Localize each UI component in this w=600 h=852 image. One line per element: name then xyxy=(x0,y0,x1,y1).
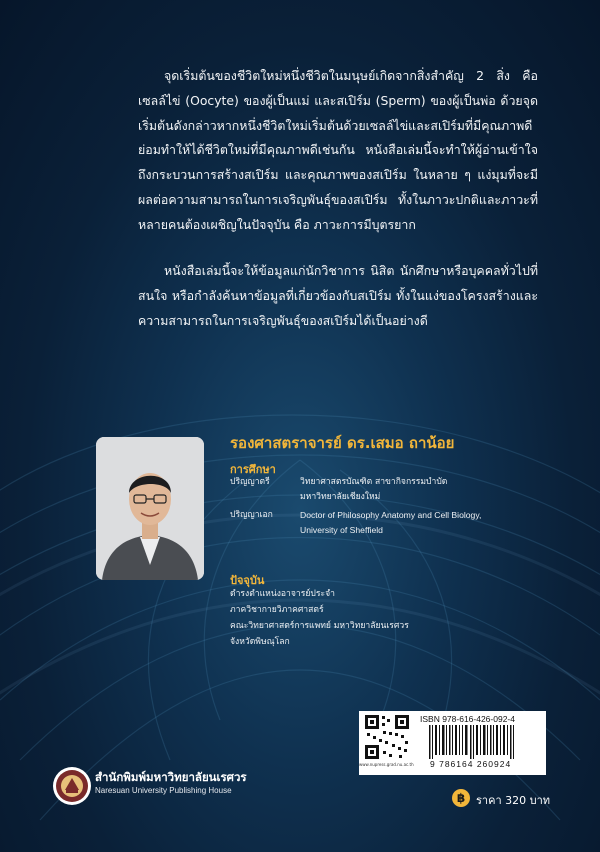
baht-icon: ฿ xyxy=(452,789,470,807)
current-heading: ปัจจุบัน xyxy=(230,574,265,587)
publisher-url: www.nupress.grad.nu.ac.th xyxy=(359,762,414,767)
education-detail-bachelor-1: วิทยาศาสตรบัณฑิต สาขากิจกรรมบำบัด xyxy=(300,477,448,487)
barcode-number: 9 786164 260924 xyxy=(430,759,512,769)
education-degree-doctorate: ปริญญาเอก xyxy=(230,510,273,520)
education-detail-doctorate-2: University of Sheffield xyxy=(300,525,383,535)
current-line-4: จังหวัดพิษณุโลก xyxy=(230,637,290,647)
description-paragraph-1: จุดเริ่มต้นของชีวิตใหม่หนึ่งชีวิตในมนุษย์เกิดจากสิ่งสำคัญ 2 สิ่ง คือ เซลล์ไข่ (Oocyte) ของผู้เป็นแม่ และสเปิร์ม (Sperm) ของผู้เป็นพ่อ ด้วยจุดเริ่มต้นดังกล่าวหากหนึ่งชีวิตใหม่เริ่มต้นด้วยเซลล์ไข่และสเปิร์มที่มีคุณภาพดี ย่อมทำให้ได้ชีวิตใหม่ที่มีคุณภาพดีเช่นกัน หนังสือเล่มนี้จะทำให้ผู้อ่านเข้าใจถึงกระบวนการสร้างสเปิร์ม และคุณภาพของสเปิร์ม ในหลาย ๆ แง่มุมที่จะมีผลต่อความสามารถในการเจริญพันธุ์ของสเปิร์ม ทั้งในภาวะปกติและภาวะที่หลายคนต้องเผชิญในปัจจุบัน คือ ภาวะการมีบุตรยาก xyxy=(138,68,538,232)
current-line-2: ภาควิชากายวิภาคศาสตร์ xyxy=(230,605,324,615)
university-logo-icon xyxy=(52,766,92,806)
isbn-label: ISBN 978-616-426-092-4 xyxy=(420,714,515,724)
author-name: รองศาสตราจารย์ ดร.เสมอ ถาน้อย xyxy=(230,434,455,452)
education-heading: การศึกษา xyxy=(230,463,276,476)
education-detail-doctorate-1: Doctor of Philosophy Anatomy and Cell Biology, xyxy=(300,510,482,520)
current-line-3: คณะวิทยาศาสตร์การแพทย์ มหาวิทยาลัยนเรศวร xyxy=(230,621,409,631)
description-paragraph-2: หนังสือเล่มนี้จะให้ข้อมูลแก่นักวิชาการ นิสิต นักศึกษาหรือบุคคลทั่วไปที่สนใจ หรือกำลังค้นหาข้อมูลที่เกี่ยวข้องกับสเปิร์ม ทั้งในแง่ของโครงสร้างและความสามารถในการเจริญพันธุ์ของสเปิร์มได้เป็นอย่างดี xyxy=(138,263,538,328)
publisher-name-thai: สำนักพิมพ์มหาวิทยาลัยนเรศวร xyxy=(95,770,247,784)
price-label: ราคา 320 บาท xyxy=(476,794,551,807)
current-line-1: ดำรงตำแหน่งอาจารย์ประจำ xyxy=(230,589,335,599)
author-photo xyxy=(96,437,204,580)
education-degree-bachelor: ปริญญาตรี xyxy=(230,477,270,487)
publisher-name-english: Naresuan University Publishing House xyxy=(95,786,232,795)
education-detail-bachelor-2: มหาวิทยาลัยเชียงใหม่ xyxy=(300,492,381,502)
